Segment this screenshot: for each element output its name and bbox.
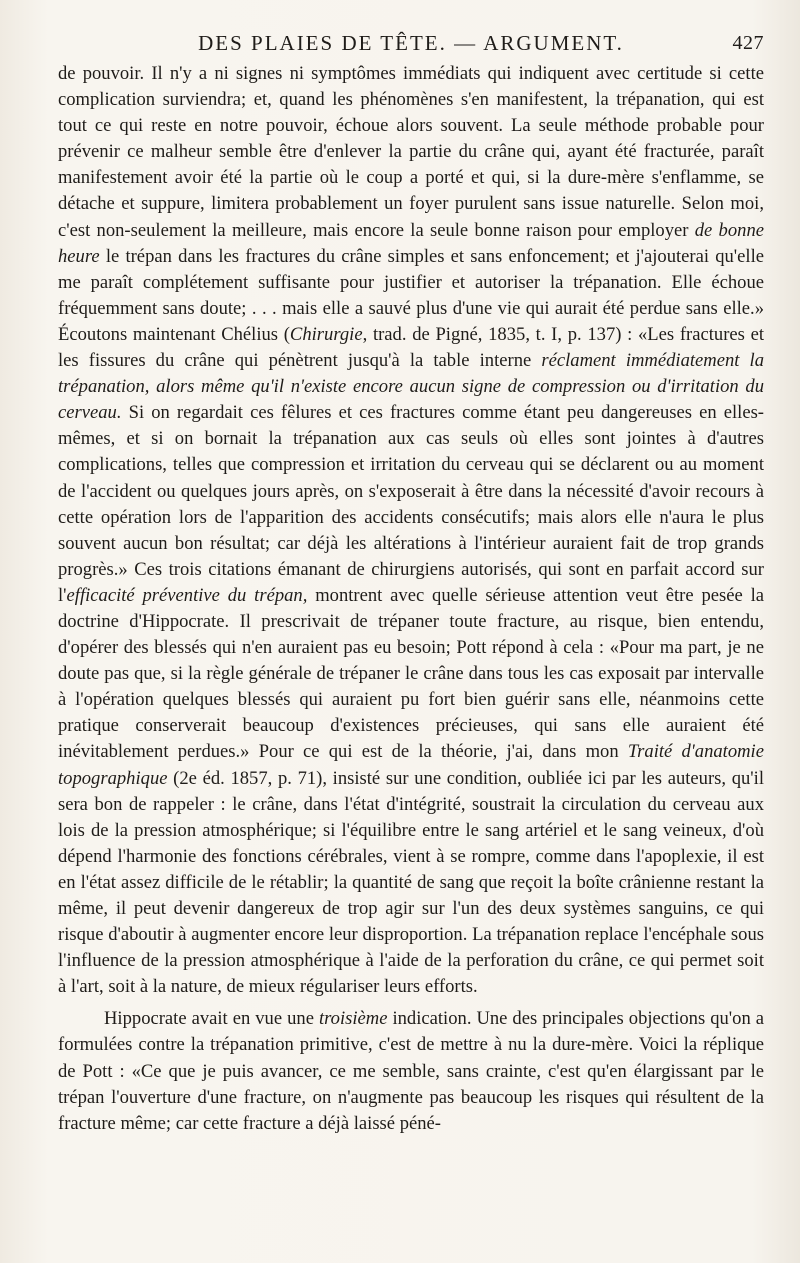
italic-run: Traité d'anatomie topographique — [58, 741, 764, 789]
italic-run: Chirurgie — [289, 323, 363, 345]
running-title: DES PLAIES DE TÊTE. — ARGUMENT. — [198, 31, 624, 55]
text-run: indication. Une des principales objections qu'on a formulées contre la trépanation primitive, c'est de mettre à nu la dure-mère. Voici la réplique de Pott : «Ce que je puis avancer, ce me semble, sans crainte, c'est qu'en élargissant par le trépan l'ouverture d'une fracture, on n'augmente pas beaucoup les risques qui résultent de la fracture même; car cette fracture a déjà laissé péné- — [58, 1008, 764, 1134]
text-run: , trad. de Pigné, 1835, t. I, p. 137) : «Les fractures et les fissures du crâne qui pénètrent jusqu'à la table interne — [58, 323, 764, 372]
italic-run: troisième — [318, 1008, 388, 1030]
page-header — [58, 28, 764, 58]
text-run: de pouvoir. Il n'y a ni signes ni symptômes immédiats qui indiquent avec certitude si cette complication surviendra; et, quand les phénomènes s'en manifestent, la trépanation, qui est tout ce qui reste en notre pouvoir, échoue alors souvent. La seule méthode probable pour prévenir ce malheur semble être d'enlever la partie du crâne qui, ayant été fracturée, paraît manifestement avoir été la partie où le coup a porté et qui, si la dure-mère s'enflamme, se détache et suppure, limitera probablement un foyer purulent sans issue naturelle. Selon moi, c'est non-seulement la meilleure, mais encore la seule bonne raison pour employer — [58, 63, 764, 241]
text-run: (2e éd. 1857, p. 71), insisté sur une condition, oubliée ici par les auteurs, qu'il sera bon de rappeler : le crâne, dans l'état d'intégrité, soustrait la circulation du cerveau aux lois de la pression atmosphérique; si l'équilibre entre le sang artériel et le sang veineux, d'où dépend l'harmonie des fonctions cérébrales, vient à se rompre, comme dans l'apoplexie, il est en l'état assez difficile de le rétablir; la quantité de sang que reçoit la boîte crânienne restant la même, il peut devenir dangereux de trop agir sur l'un des deux systèmes sanguins, ce qui risque d'aboutir à augmenter encore leur disproportion. La trépanation replace l'encéphale sous l'influence de la pression atmosphérique à l'aide de la perforation du crâne, ce qui permet soit à l'art, soit à la nature, de mieux régulariser leurs efforts. — [58, 767, 764, 998]
italic-run: réclament immédiatement la trépanation, alors même qu'il n'existe encore aucun signe de compression ou d'irritation du cerveau. — [58, 350, 764, 424]
text-run: le trépan dans les fractures du crâne simples et sans enfoncement; et j'ajouterai qu'elle me paraît complétement suffisante pour justifier et autoriser la trépanation. Elle échoue fréquemment sans doute; . . . mais elle a sauvé plus d'une vie qui aurait été perdue sans elle.» Écoutons maintenant Chélius ( — [58, 245, 764, 345]
body-text — [58, 61, 764, 1137]
text-run: montrent avec quelle sérieuse attention veut être pesée la doctrine d'Hippocrate. Il prescrivait de trépaner toute fracture, au risque, bien entendu, d'opérer des blessés qui n'en auraient pas eu besoin; Pott répond à cela : «Pour ma part, je ne doute pas que, si la règle générale de trépaner le crâne dans tous les cas exposait par intervalle à l'opération quelques blessés qui auraient pu fort bien guérir sans elle, néanmoins cette pratique conserverait beaucoup d'existences précieuses, qui sans elle auraient été inévitablement perdues.» Pour ce qui est de la théorie, j'ai, dans mon — [58, 584, 764, 763]
paragraph-1 — [58, 61, 764, 1000]
page-number: 427 — [732, 32, 764, 54]
italic-run: de bonne heure — [58, 219, 764, 267]
italic-run: efficacité préventive du trépan, — [66, 584, 308, 606]
text-run: Si on regardait ces fêlures et ces fractures comme étant peu dangereuses en elles-mêmes, et si on bornait la trépanation aux cas seuls où elles sont jointes à d'autres complications, telles que compression et irritation du cerveau qui se déclarent ou au moment de l'accident ou quelques jours après, on s'exposerait à être dans la nécessité d'avoir recours à cette opération lors de l'apparition des accidents consécutifs; mais alors elle n'aura le plus souvent aucun bon résultat; car déjà les altérations à l'intérieur auraient fait de trop grands progrès.» Ces trois citations émanant de chirurgiens autorisés, qui sont en parfait accord sur l' — [58, 402, 764, 606]
paragraph-2 — [58, 1006, 764, 1136]
text-run: Hippocrate avait en vue une — [104, 1008, 319, 1030]
